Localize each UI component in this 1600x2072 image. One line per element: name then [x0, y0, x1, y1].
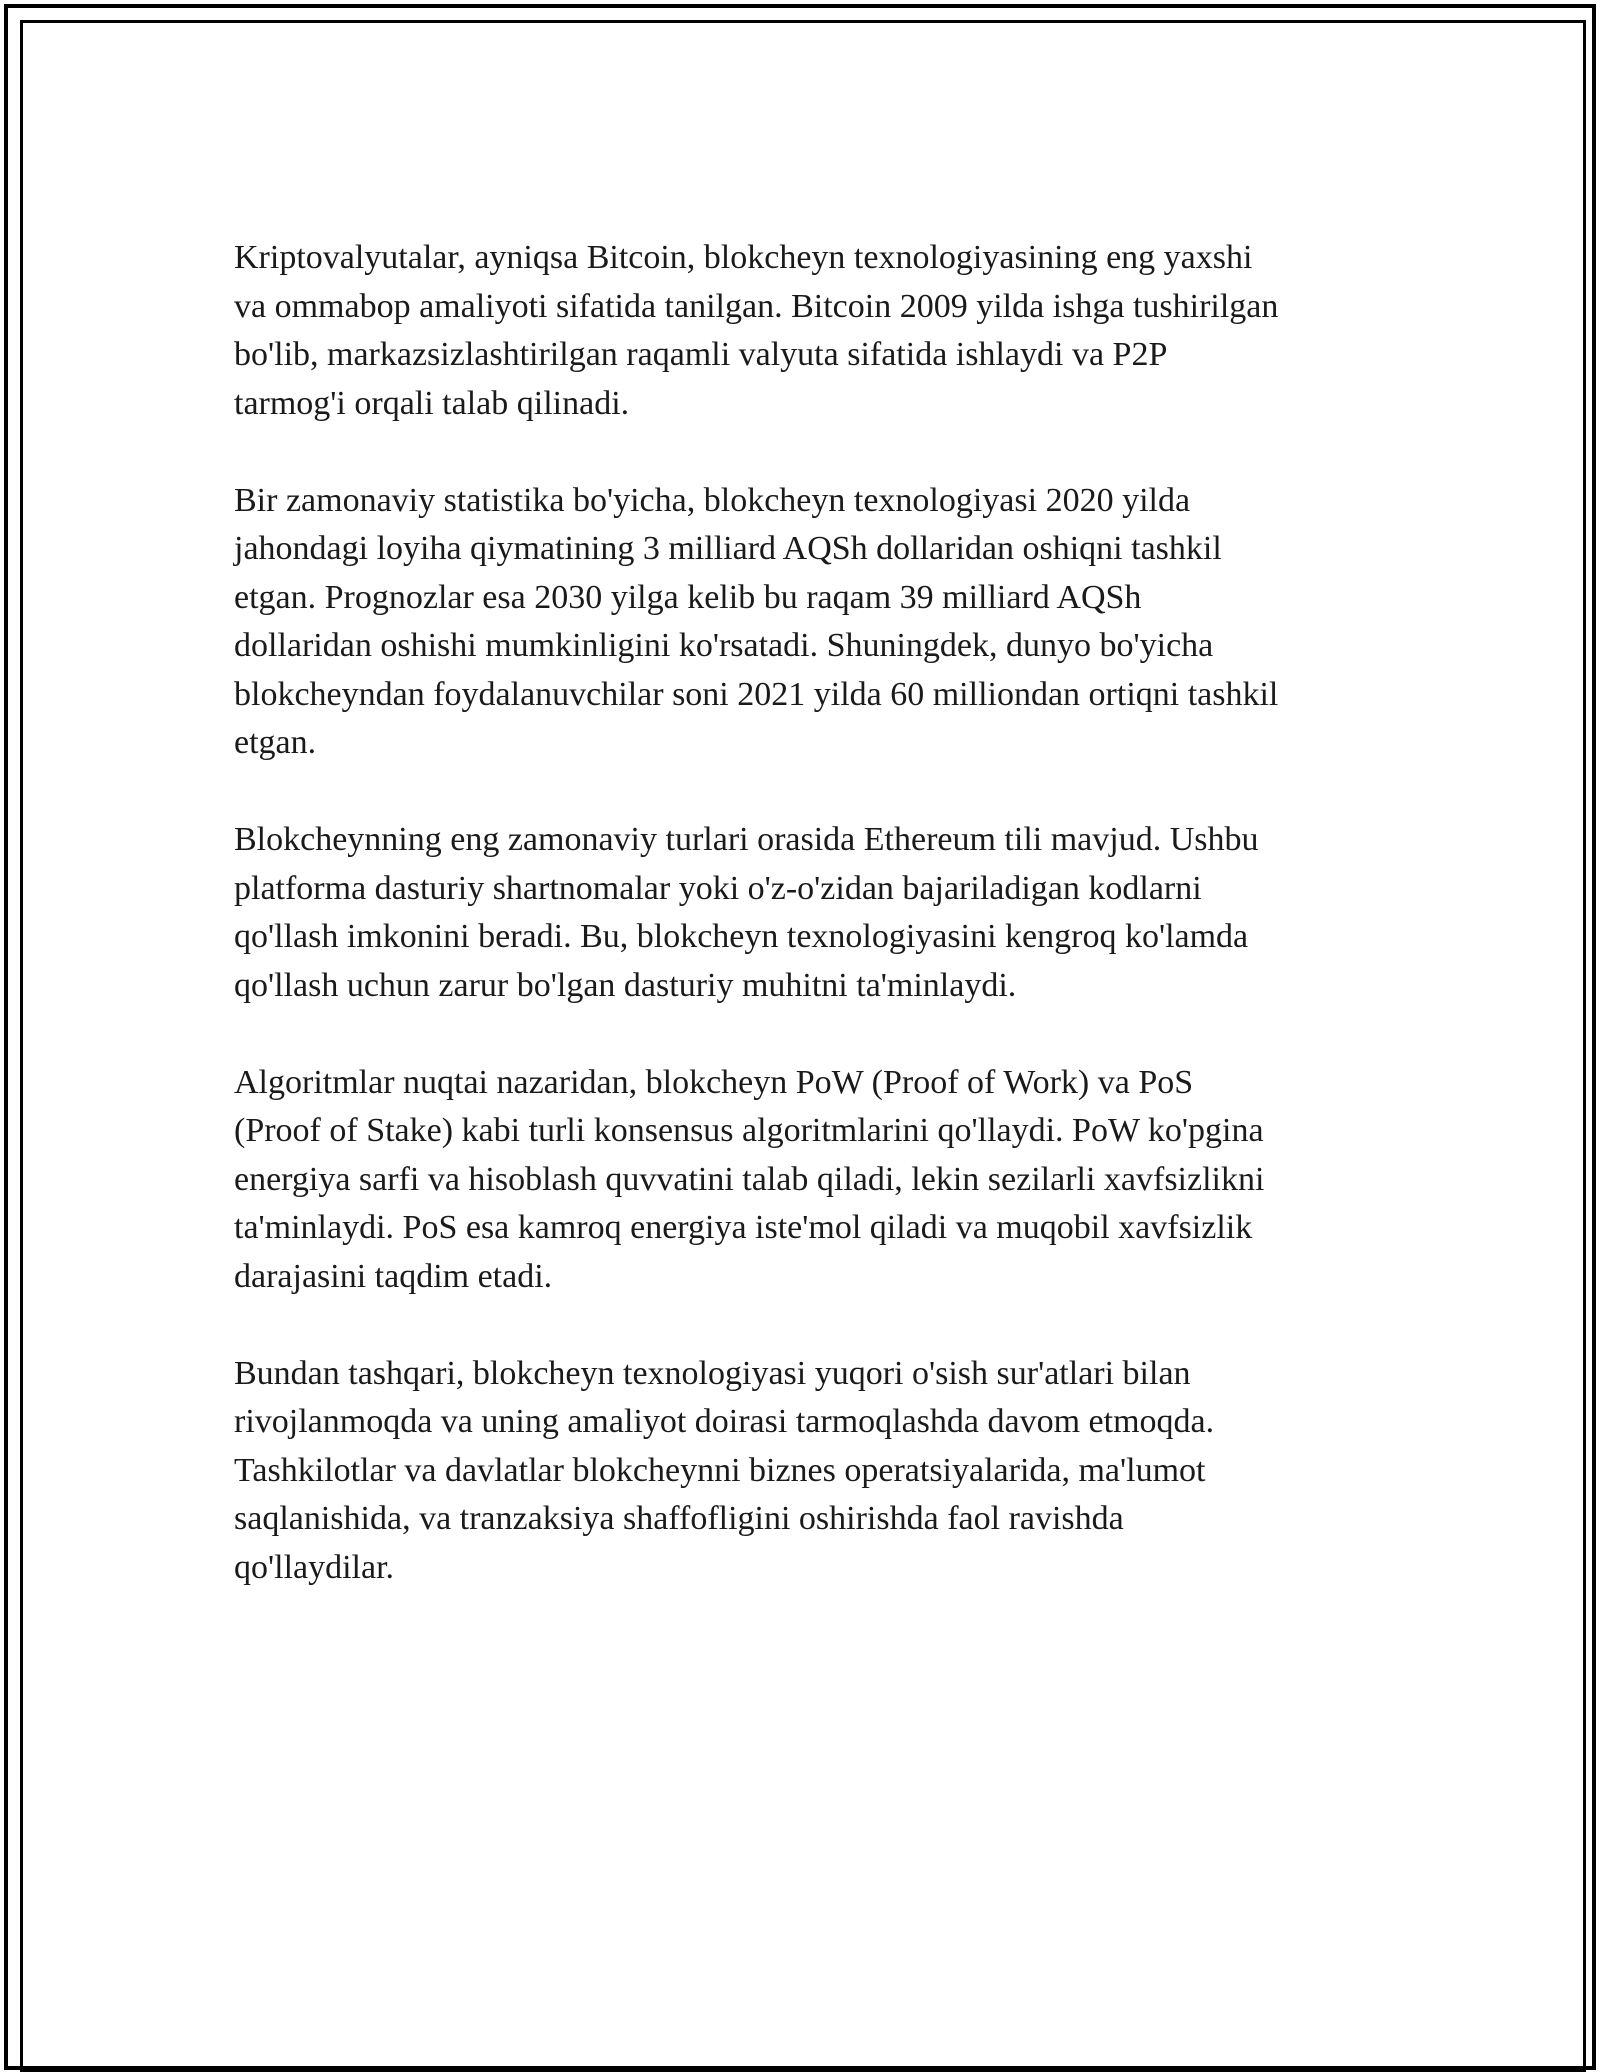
paragraph-consensus-algorithms: Algoritmlar nuqtai nazaridan, blokcheyn PoW (Proof of Work) va PoS (Proof of Stake) kabi turli konsensus algoritmlarini qo'llaydi. PoW ko'pgina energiya sarfi va hisoblash quvvatini talab qiladi, lekin sezilarli xavfsizlikni ta'minlaydi. PoS esa kamroq energiya iste'mol qiladi va muqobil xavfsizlik darajasini taqdim etadi. [234, 1063, 1265, 1295]
paragraph-growth: Bundan tashqari, blokcheyn texnologiyasi yuqori o'sish sur'atlari bilan rivojlanmoqda va uning amaliyot doirasi tarmoqlashda davom etmoqda. Tashkilotlar va davlatlar blokcheynni biznes operatsiyalarida, ma'lumot saqlanishida, va tranzaksiya shaffofligini oshirishda faol ravishda qo'llaydilar. [234, 1354, 1215, 1586]
paragraph-statistics: Bir zamonaviy statistika bo'yicha, blokcheyn texnologiyasi 2020 yilda jahondagi loyiha qiymatining 3 milliard AQSh dollaridan oshiqni tashkil etgan. Prognozlar esa 2030 yilga kelib bu raqam 39 milliard AQSh dollaridan oshishi mumkinligini ko'rsatadi. Shuningdek, dunyo bo'yicha blokcheyndan foydalanuvchilar soni 2021 yilda 60 milliondan ortiqni tashkil etgan. [234, 481, 1279, 761]
paragraph-cryptocurrency: Kriptovalyutalar, ayniqsa Bitcoin, blokcheyn texnologiyasining eng yaxshi va ommabop amaliyoti sifatida tanilgan. Bitcoin 2009 yilda ishga tushirilgan bo'lib, markazsizlashtirilgan raqamli valyuta sifatida ishlaydi va P2P tarmog'i orqali talab qilinadi. [234, 239, 1279, 422]
paragraph-ethereum: Blokcheynning eng zamonaviy turlari orasida Ethereum tili mavjud. Ushbu platforma dasturiy shartnomalar yoki o'z-o'zidan bajariladigan kodlarni qo'llash imkonini beradi. Bu, blokcheyn texnologiyasini kengroq ko'lamda qo'llash uchun zarur bo'lgan dasturiy muhitni ta'minlaydi. [234, 821, 1259, 1004]
document-body [234, 234, 1374, 1641]
